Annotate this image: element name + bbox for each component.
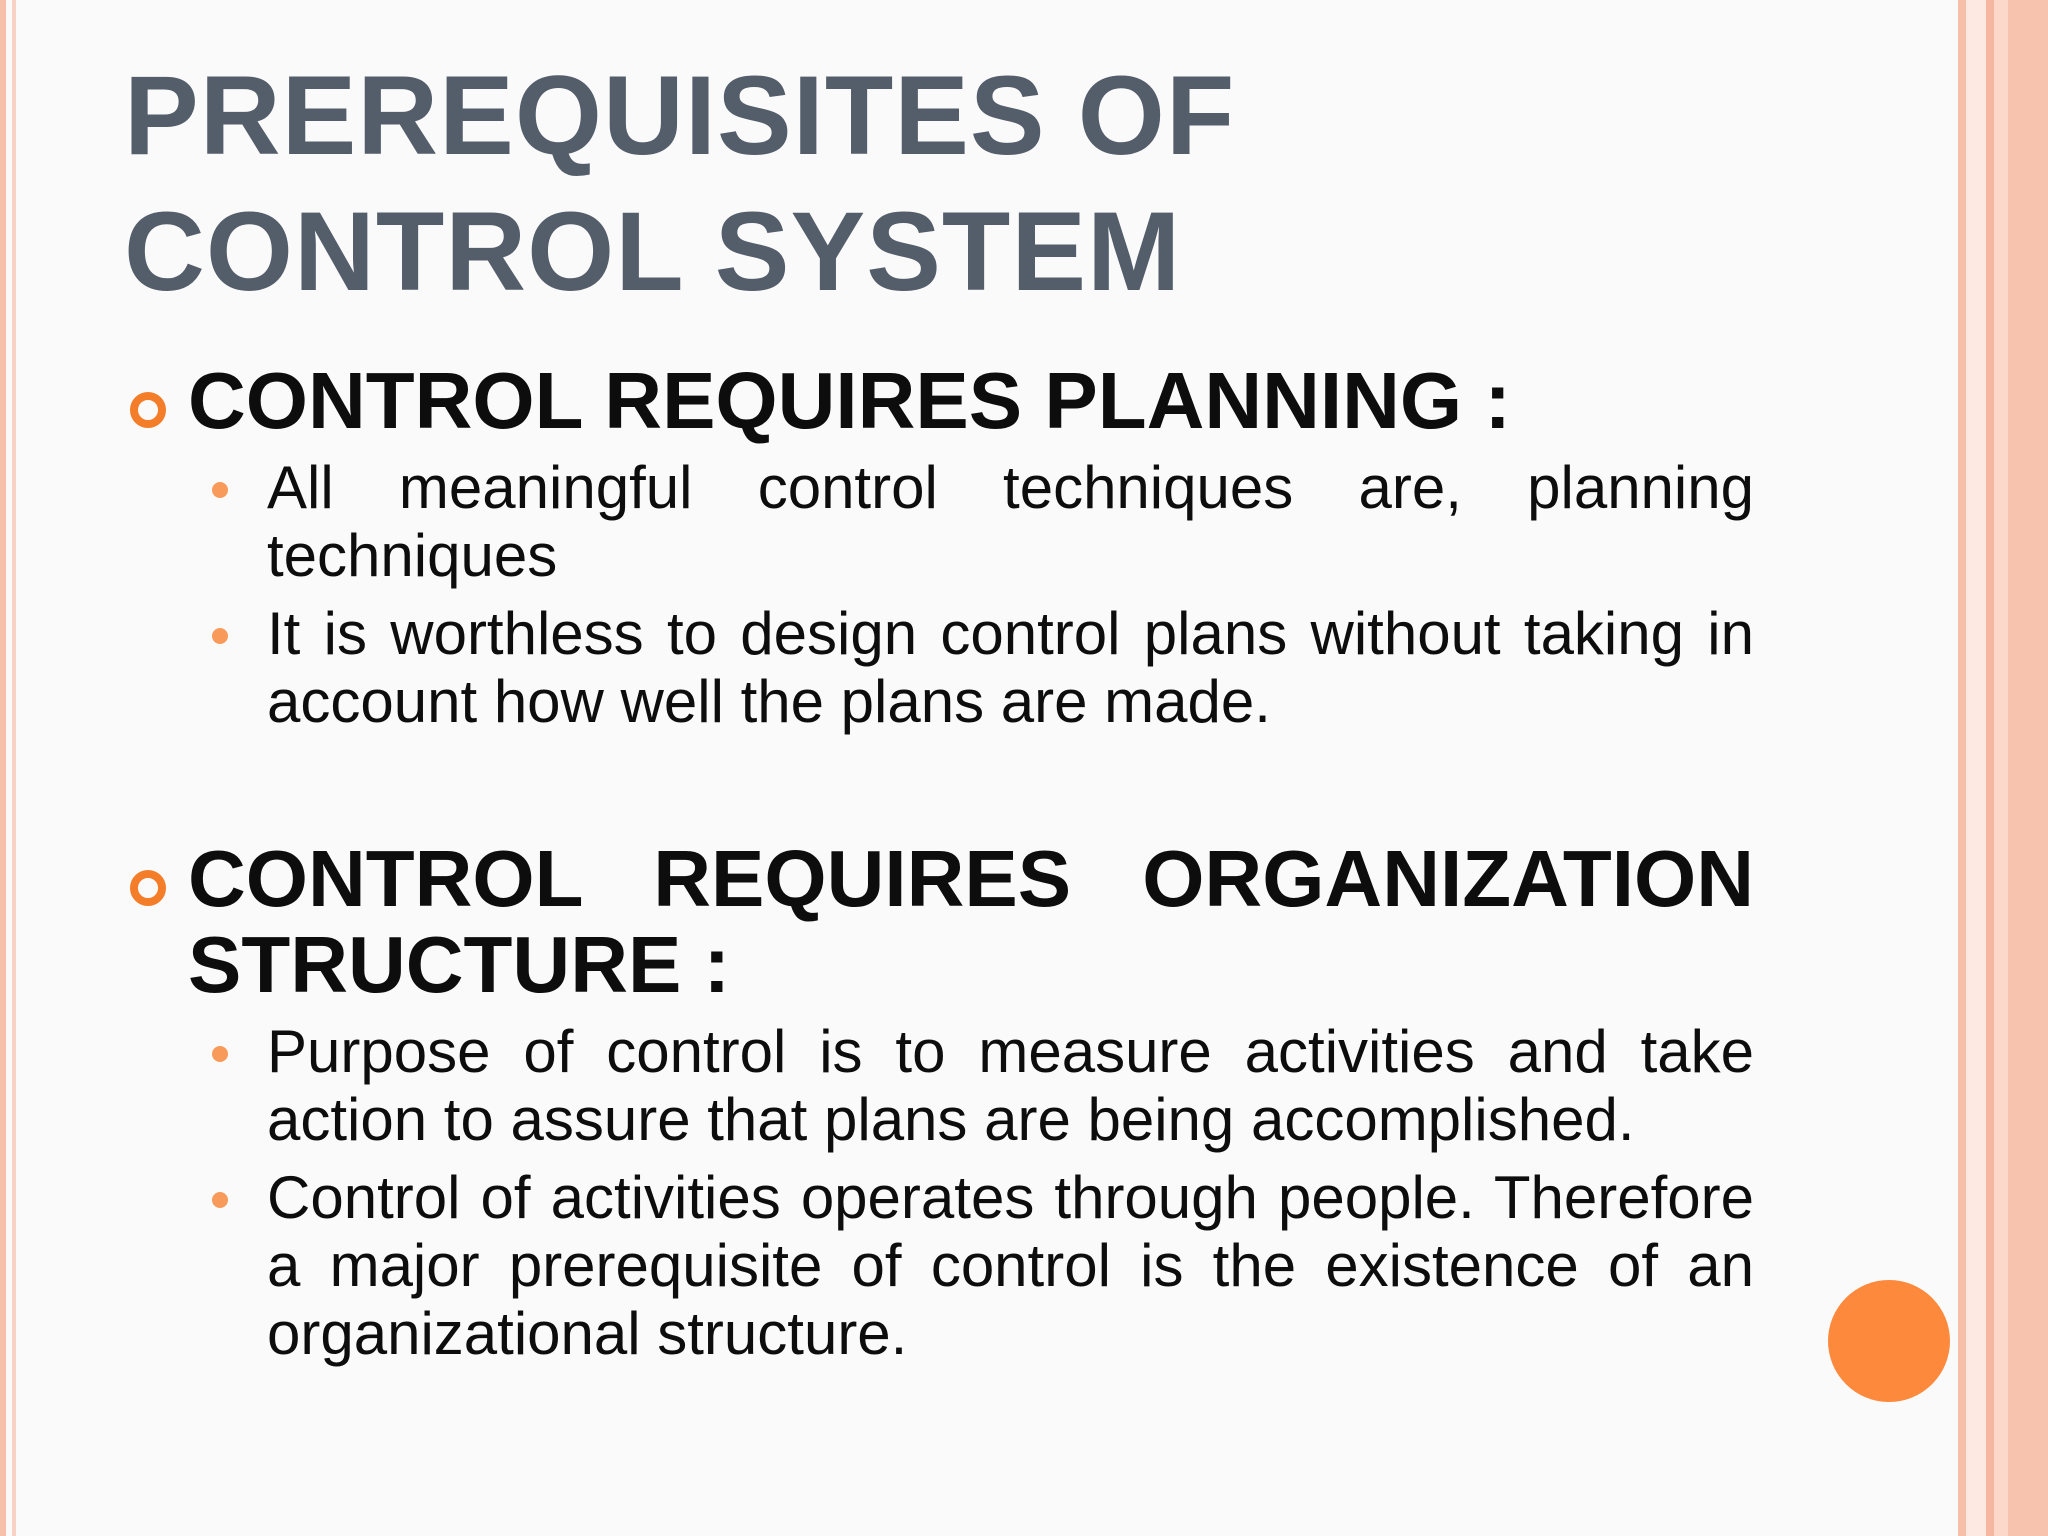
- ring-bullet-icon: [130, 392, 166, 428]
- section-planning: [124, 358, 1754, 736]
- right-border-stripe: [1994, 0, 2008, 1536]
- section-heading-row: [124, 836, 1754, 1008]
- bullet-list: [124, 454, 1754, 736]
- dot-bullet-icon: [212, 1046, 228, 1062]
- bullet-text: It is worthless to design control plans without taking in account how well the plans are made.: [267, 600, 1754, 735]
- left-border-stripe: [12, 0, 16, 1536]
- bullet-list: [124, 1018, 1754, 1368]
- right-border-stripe: [2008, 0, 2048, 1536]
- section-heading: CONTROL REQUIRES PLANNING :: [188, 356, 1512, 445]
- slide-title: PREREQUISITES OF CONTROL SYSTEM: [124, 53, 1236, 314]
- ring-bullet-icon: [130, 870, 166, 906]
- dot-bullet-icon: [212, 628, 228, 644]
- list-item: [124, 600, 1754, 736]
- dot-bullet-icon: [212, 1192, 228, 1208]
- right-border-stripe: [1958, 0, 1966, 1536]
- decorative-circle: [1828, 1280, 1950, 1402]
- list-item: [124, 1018, 1754, 1154]
- section-heading: CONTROL REQUIRES ORGANIZATION STRUCTURE :: [188, 834, 1754, 1009]
- section-heading-row: [124, 358, 1754, 444]
- list-item: [124, 1164, 1754, 1368]
- bullet-text: Purpose of control is to measure activities and take action to assure that plans are being accomplished.: [267, 1018, 1754, 1153]
- slide-body: [124, 358, 1754, 1378]
- bullet-text: All meaningful control techniques are, planning techniques: [267, 454, 1754, 589]
- section-organization: [124, 836, 1754, 1368]
- right-border-stripe: [1966, 0, 1986, 1536]
- bullet-text: Control of activities operates through people. Therefore a major prerequisite of control is the existence of an organizational structure.: [267, 1164, 1754, 1367]
- left-border-stripe: [0, 0, 6, 1536]
- list-item: [124, 454, 1754, 590]
- right-border-stripe: [1986, 0, 1994, 1536]
- dot-bullet-icon: [212, 482, 228, 498]
